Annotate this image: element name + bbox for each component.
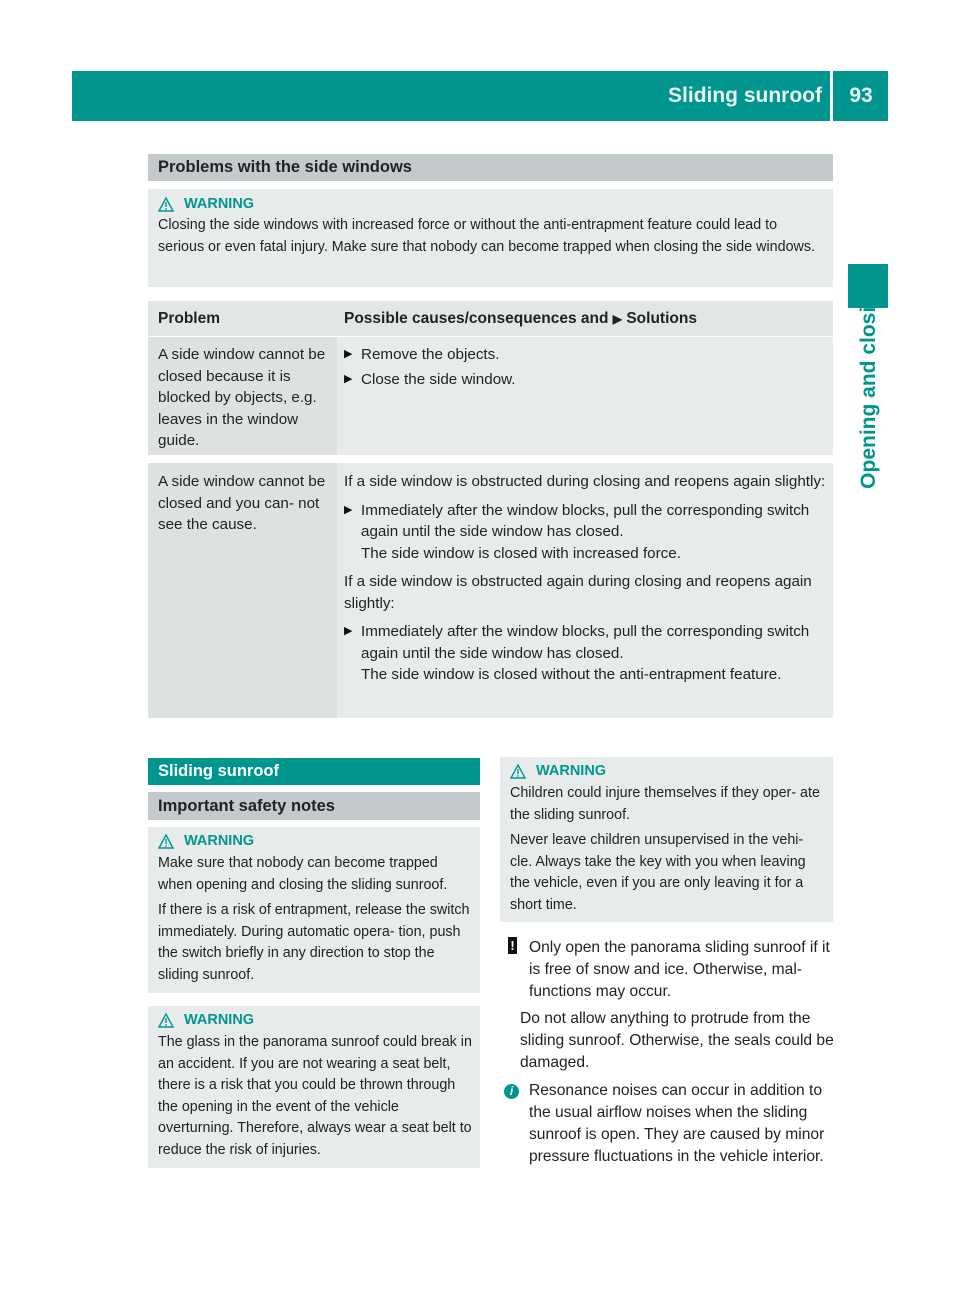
table-header-causes <box>337 301 833 336</box>
warning-paragraph: Never leave children unsupervised in the vehi- cle. Always take the key with you when leaving the vehicle, even if you are only leaving it for a short time. <box>510 832 806 913</box>
page-number: 93 <box>849 84 873 107</box>
step-note: The side window is closed with increased force. <box>361 544 681 562</box>
warning-title <box>158 833 474 849</box>
info-paragraph: Resonance noises can occur in addition to the usual airflow noises when the sliding sunroof is open. They are caused by minor pressure fluctuations in the vehicle interior. <box>529 1082 825 1165</box>
section-heading-text: Sliding sunroof <box>158 762 279 780</box>
warning-triangle-icon <box>158 834 174 849</box>
section-heading-side-windows <box>148 154 833 181</box>
warning-triangle-icon <box>158 197 174 212</box>
warning-box-side-windows <box>148 189 833 287</box>
col-problem-label: Problem <box>158 310 221 327</box>
arrow-right-icon <box>344 621 361 686</box>
warning-paragraph: If there is a risk of entrapment, release the switch immediately. During automatic opera- tion, push the switch briefly in any direction to stop the sliding sunroof. <box>158 902 470 983</box>
caution-paragraph: Do not allow anything to protrude from the sliding sunroof. Otherwise, the seals could be damaged. <box>520 1010 834 1071</box>
warning-title <box>158 196 825 212</box>
caution-note <box>508 937 838 1074</box>
warning-box-entrapment <box>148 827 480 993</box>
warning-box-glass <box>148 1006 480 1168</box>
warning-title-text: WARNING <box>184 1012 255 1028</box>
arrow-right-icon <box>344 500 361 565</box>
arrow-right-icon <box>344 344 361 366</box>
chapter-tab-label: Opening and closing <box>857 281 880 489</box>
row1-problem-text: A side window cannot be closed because it is blocked by objects, e.g. leaves in the window guide. <box>158 346 326 449</box>
table-row2-problem <box>148 463 337 718</box>
warning-title <box>510 763 827 779</box>
warning-title <box>158 1012 474 1028</box>
caution-paragraph: Only open the panorama sliding sunroof if it is free of snow and ice. Otherwise, mal- functions may occur. <box>529 939 830 1000</box>
warning-title-text: WARNING <box>536 763 607 779</box>
table-header-problem <box>148 301 337 336</box>
section-heading-text: Problems with the side windows <box>158 158 412 176</box>
step-text: Remove the objects. <box>361 346 500 363</box>
step-body <box>361 621 827 686</box>
table-row1-problem <box>148 337 337 455</box>
table-row2-solutions <box>337 463 833 718</box>
row2-problem-text: A side window cannot be closed and you can- not see the cause. <box>158 473 326 533</box>
intro-text: If a side window is obstructed during closing and reopens again slightly: <box>344 473 826 490</box>
warning-box-children <box>500 757 833 922</box>
solution-step <box>344 500 827 565</box>
step-note: The side window is closed without the anti-entrapment feature. <box>361 666 782 683</box>
info-icon: i <box>504 1084 519 1099</box>
intro-text: If a side window is obstructed again during closing and reopens again slightly: <box>344 573 812 612</box>
table-row1-solutions <box>337 337 833 455</box>
warning-title-text: WARNING <box>184 196 255 212</box>
warning-text <box>158 1032 474 1161</box>
col-solutions-label: Solutions <box>626 310 697 327</box>
warning-text <box>510 783 827 916</box>
arrow-right-icon <box>344 369 361 391</box>
step-body <box>361 500 827 565</box>
section-heading-sliding-sunroof <box>148 758 480 785</box>
step-text: Immediately after the window blocks, pull the corresponding switch again until the side window has closed. <box>361 623 810 662</box>
solution-step <box>344 369 825 391</box>
col-causes-label: Possible causes/consequences and <box>344 310 609 327</box>
solution-step <box>344 344 825 366</box>
caution-row <box>508 937 838 1003</box>
arrow-right-icon: ▶ <box>612 312 623 326</box>
running-header-title: Sliding sunroof <box>668 84 822 107</box>
warning-title-text: WARNING <box>184 833 255 849</box>
header-divider <box>830 71 833 121</box>
step-text: Immediately after the window blocks, pull the corresponding switch again until the side window has closed. <box>361 501 810 540</box>
exclamation-icon: ! <box>508 937 517 954</box>
info-row <box>504 1080 838 1168</box>
solution-step <box>344 621 827 686</box>
warning-paragraph: Children could injure themselves if they oper- ate the sliding sunroof. <box>510 785 820 823</box>
step-text: Close the side window. <box>361 370 516 388</box>
warning-triangle-icon <box>510 764 526 779</box>
warning-text <box>158 853 474 986</box>
subsection-heading-text: Important safety notes <box>158 797 335 815</box>
warning-text: Closing the side windows with increased force or without the anti-entrapment feature could lead to serious or even fatal injury. Make sure that nobody can become trapped when closing the side windows. <box>158 217 815 255</box>
subsection-heading-safety <box>148 792 480 820</box>
info-note <box>504 1080 838 1168</box>
warning-paragraph: Make sure that nobody can become trapped when opening and closing the sliding sunroof. <box>158 855 448 893</box>
warning-triangle-icon <box>158 1013 174 1028</box>
warning-paragraph: The glass in the panorama sunroof could break in an accident. If you are not wearing a seat belt, there is a risk that you could be thrown through the opening in the event of the vehicle overturning. Therefore, always wear a seat belt to reduce the risk of injuries. <box>158 1034 472 1158</box>
